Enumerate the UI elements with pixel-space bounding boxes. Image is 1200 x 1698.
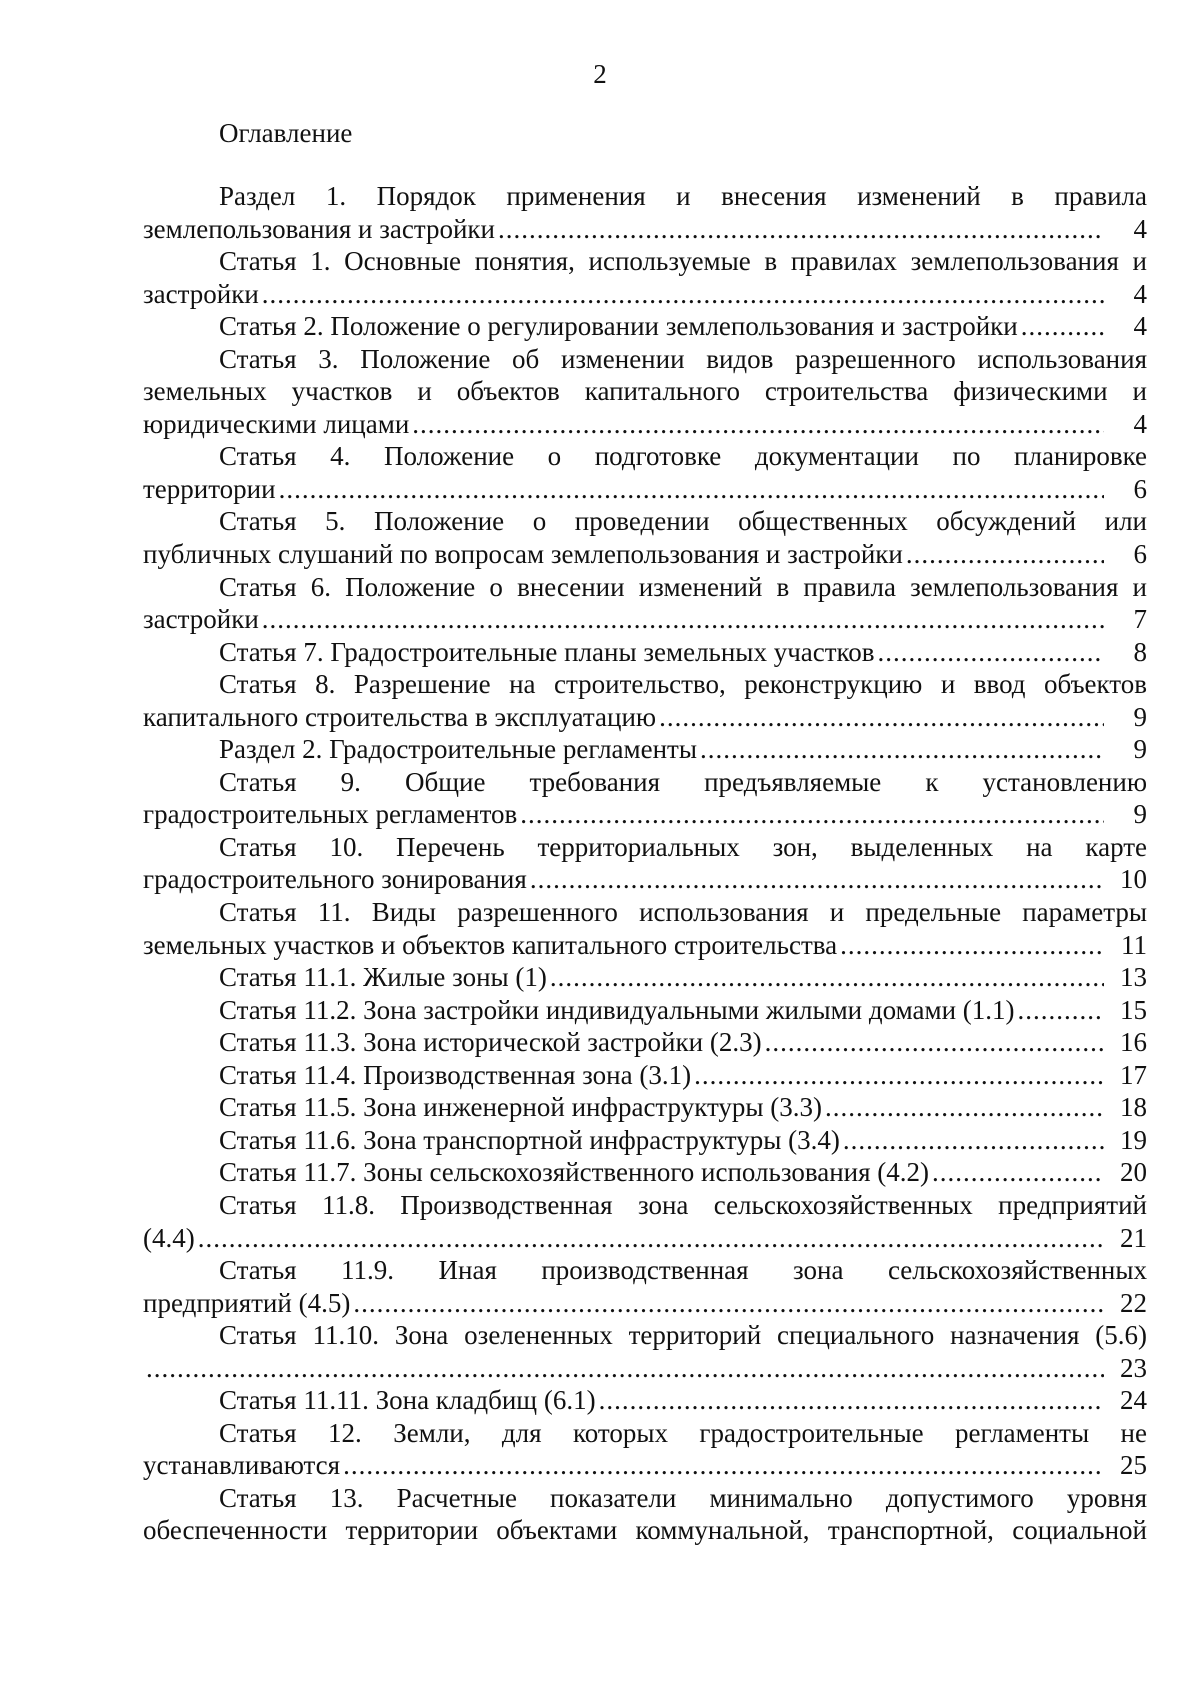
toc-entry [143, 505, 1147, 570]
toc-entry-last-line [143, 538, 1147, 571]
toc-heading: Оглавление [219, 118, 353, 148]
toc-entry-last-line [143, 408, 1147, 441]
toc-page-number: 16 [1120, 1027, 1147, 1058]
toc-entry-title: Раздел 2. Градостроительные регламенты [219, 734, 697, 765]
toc-entry-title: публичных слушаний по вопросам землепользования и застройки [143, 539, 903, 570]
toc-entry-last-line [143, 929, 1147, 962]
toc-entry-last-line [143, 636, 1147, 669]
toc-entry-last-line [143, 798, 1147, 831]
toc-entry [143, 994, 1147, 1027]
toc-entry-last-line [143, 213, 1147, 246]
toc-entry-last-line [143, 1287, 1147, 1320]
dot-leader [932, 1156, 1104, 1189]
toc-entry-title: Статья 11.5. Зона инженерной инфраструктуры (3.3) [219, 1092, 823, 1123]
dot-leader [198, 1222, 1104, 1255]
toc-entry-title: Статья 7. Градостроительные планы земельных участков [219, 636, 875, 667]
toc-entry-line: Статья 6. Положение о внесении изменений в правила землепользования и [219, 571, 1147, 602]
toc-entry [143, 1417, 1147, 1482]
toc-entry-title: Статья 11.7. Зоны сельскохозяйственного использования (4.2) [219, 1157, 930, 1188]
toc-page-number: 21 [1120, 1222, 1147, 1253]
dot-leader [1021, 310, 1104, 343]
toc-entry-title: земельных участков и объектов капитального строительства [143, 929, 838, 960]
toc-entry [143, 961, 1147, 994]
dot-leader [840, 929, 1104, 962]
toc-entry-last-line [143, 994, 1147, 1027]
toc-page-number: 9 [1133, 734, 1147, 765]
toc-entry [143, 440, 1147, 505]
toc-entry [143, 1026, 1147, 1059]
toc-entry-line: обеспеченности территории объектами коммунальной, транспортной, социальной [143, 1515, 1147, 1546]
dot-leader [343, 1449, 1104, 1482]
dot-leader [353, 1287, 1104, 1320]
toc-entry-line: Статья 13. Расчетные показатели минимально допустимого уровня [219, 1482, 1147, 1513]
toc-page-number: 25 [1120, 1450, 1147, 1481]
toc-entry-line: Статья 11.8. Производственная зона сельскохозяйственных предприятий [219, 1189, 1147, 1220]
toc-entry-last-line [143, 1091, 1147, 1124]
toc-entry-last-line [143, 278, 1147, 311]
toc-entry [143, 180, 1147, 245]
dot-leader [262, 603, 1104, 636]
toc-entry-title: застройки [143, 278, 259, 309]
toc-entry-title: землепользования и застройки [143, 213, 496, 244]
dot-leader [412, 408, 1104, 441]
toc-entry-title: Статья 11.4. Производственная зона (3.1) [219, 1059, 692, 1090]
toc-entry-line: Статья 9. Общие требования предъявляемые к установлению [219, 766, 1147, 797]
toc-entry-title: территории [143, 473, 276, 504]
toc-entry-line: Статья 3. Положение об изменении видов разрешенного использования [219, 343, 1147, 374]
dot-leader [825, 1091, 1104, 1124]
toc-entry-last-line [143, 961, 1147, 994]
toc-entry [143, 1482, 1147, 1547]
toc-entry-last-line [143, 1156, 1147, 1189]
toc-entry-title: юридическими лицами [143, 408, 410, 439]
dot-leader [694, 1059, 1104, 1092]
toc-entry-line: Статья 11.10. Зона озелененных территорий специального назначения (5.6) [219, 1320, 1147, 1351]
toc-page-number: 18 [1120, 1092, 1147, 1123]
toc-entry [143, 1384, 1147, 1417]
toc-entry-last-line [143, 1352, 1147, 1385]
toc-entry-last-line [143, 603, 1147, 636]
toc-page-number: 4 [1133, 408, 1147, 439]
toc-entry-title: Статья 11.1. Жилые зоны (1) [219, 962, 547, 993]
toc-entry-line: земельных участков и объектов капитального строительства физическими и [143, 376, 1147, 407]
toc-page-number: 24 [1120, 1385, 1147, 1416]
toc-entry [143, 1124, 1147, 1157]
toc-entry [143, 1059, 1147, 1092]
toc-entry-title: Статья 11.2. Зона застройки индивидуальными жилыми домами (1.1) [219, 994, 1015, 1025]
toc-entry-last-line [143, 1059, 1147, 1092]
toc-entry [143, 571, 1147, 636]
toc-page-number: 11 [1121, 929, 1147, 960]
toc-entry [143, 766, 1147, 831]
toc-page-number: 19 [1120, 1124, 1147, 1155]
dot-leader [1018, 994, 1104, 1027]
toc-page-number: 20 [1120, 1157, 1147, 1188]
toc-entry-title: градостроительного зонирования [143, 864, 527, 895]
toc-entry-title: Статья 11.11. Зона кладбищ (6.1) [219, 1385, 596, 1416]
toc-entry-line: Статья 12. Земли, для которых градостроительные регламенты не [219, 1417, 1147, 1448]
toc-entry [143, 1091, 1147, 1124]
toc-entry [143, 831, 1147, 896]
toc-entry-last-line [143, 1449, 1147, 1482]
toc-entry-last-line [143, 1384, 1147, 1417]
toc-entry-last-line [143, 1222, 1147, 1255]
toc-entry-line: Статья 11.9. Иная производственная зона сельскохозяйственных [219, 1255, 1147, 1286]
toc-page-number: 8 [1133, 636, 1147, 667]
toc-entry-title: устанавливаются [143, 1450, 341, 1481]
toc-entry [143, 1189, 1147, 1254]
dot-leader [146, 1352, 1104, 1385]
toc-page-number: 4 [1133, 311, 1147, 342]
toc-entry-line: Статья 5. Положение о проведении общественных обсуждений или [219, 506, 1147, 537]
toc-page-number: 4 [1133, 278, 1147, 309]
toc-entry-last-line [143, 733, 1147, 766]
toc-entry [143, 636, 1147, 669]
dot-leader [550, 961, 1104, 994]
toc-entry [143, 668, 1147, 733]
table-of-contents [143, 180, 1147, 1547]
toc-page-number: 13 [1120, 962, 1147, 993]
toc-page-number: 7 [1133, 604, 1147, 635]
toc-entry-line: Статья 8. Разрешение на строительство, реконструкцию и ввод объектов [219, 669, 1147, 700]
dot-leader [498, 213, 1104, 246]
toc-entry-line: Статья 1. Основные понятия, используемые в правилах землепользования и [219, 246, 1147, 277]
toc-entry-title: капитального строительства в эксплуатацию [143, 701, 657, 732]
toc-entry [143, 896, 1147, 961]
dot-leader [659, 701, 1104, 734]
toc-entry-title: Статья 11.6. Зона транспортной инфраструктуры (3.4) [219, 1124, 840, 1155]
toc-entry-title: (4.4) [143, 1222, 195, 1253]
dot-leader [279, 473, 1104, 506]
toc-entry-title: застройки [143, 604, 259, 635]
toc-page-number: 6 [1133, 473, 1147, 504]
toc-entry [143, 1156, 1147, 1189]
toc-entry [143, 343, 1147, 441]
toc-entry-last-line [143, 1124, 1147, 1157]
page-number: 2 [593, 59, 607, 89]
toc-entry-last-line [143, 473, 1147, 506]
toc-entry [143, 310, 1147, 343]
toc-entry-last-line [143, 701, 1147, 734]
toc-entry-title: Статья 11.3. Зона исторической застройки (2.3) [219, 1027, 762, 1058]
toc-page-number: 9 [1133, 799, 1147, 830]
toc-entry [143, 1319, 1147, 1384]
toc-entry-title: Статья 2. Положение о регулировании землепользования и застройки [219, 311, 1018, 342]
dot-leader [700, 733, 1104, 766]
dot-leader [530, 863, 1104, 896]
dot-leader [262, 278, 1104, 311]
toc-page-number: 23 [1120, 1352, 1147, 1383]
toc-entry-title: градостроительных регламентов [143, 799, 518, 830]
toc-entry-last-line [143, 1026, 1147, 1059]
dot-leader [520, 798, 1104, 831]
toc-entry [143, 245, 1147, 310]
toc-page-number: 10 [1120, 864, 1147, 895]
dot-leader [906, 538, 1104, 571]
toc-entry-line: Статья 10. Перечень территориальных зон, выделенных на карте [219, 831, 1147, 862]
toc-page-number: 22 [1120, 1287, 1147, 1318]
toc-entry-line: Статья 11. Виды разрешенного использования и предельные параметры [219, 897, 1147, 928]
toc-entry-title: предприятий (4.5) [143, 1287, 351, 1318]
dot-leader [878, 636, 1104, 669]
toc-entry-last-line [143, 310, 1147, 343]
toc-entry [143, 733, 1147, 766]
toc-page-number: 15 [1120, 994, 1147, 1025]
dot-leader [843, 1124, 1104, 1157]
toc-page-number: 9 [1133, 701, 1147, 732]
dot-leader [599, 1384, 1104, 1417]
dot-leader [765, 1026, 1104, 1059]
toc-entry [143, 1254, 1147, 1319]
toc-entry-line: Статья 4. Положение о подготовке документации по планировке [219, 441, 1147, 472]
toc-entry-last-line [143, 863, 1147, 896]
toc-page-number: 6 [1133, 539, 1147, 570]
toc-page-number: 17 [1120, 1059, 1147, 1090]
toc-page-number: 4 [1133, 213, 1147, 244]
toc-entry-line: Раздел 1. Порядок применения и внесения изменений в правила [219, 181, 1147, 211]
